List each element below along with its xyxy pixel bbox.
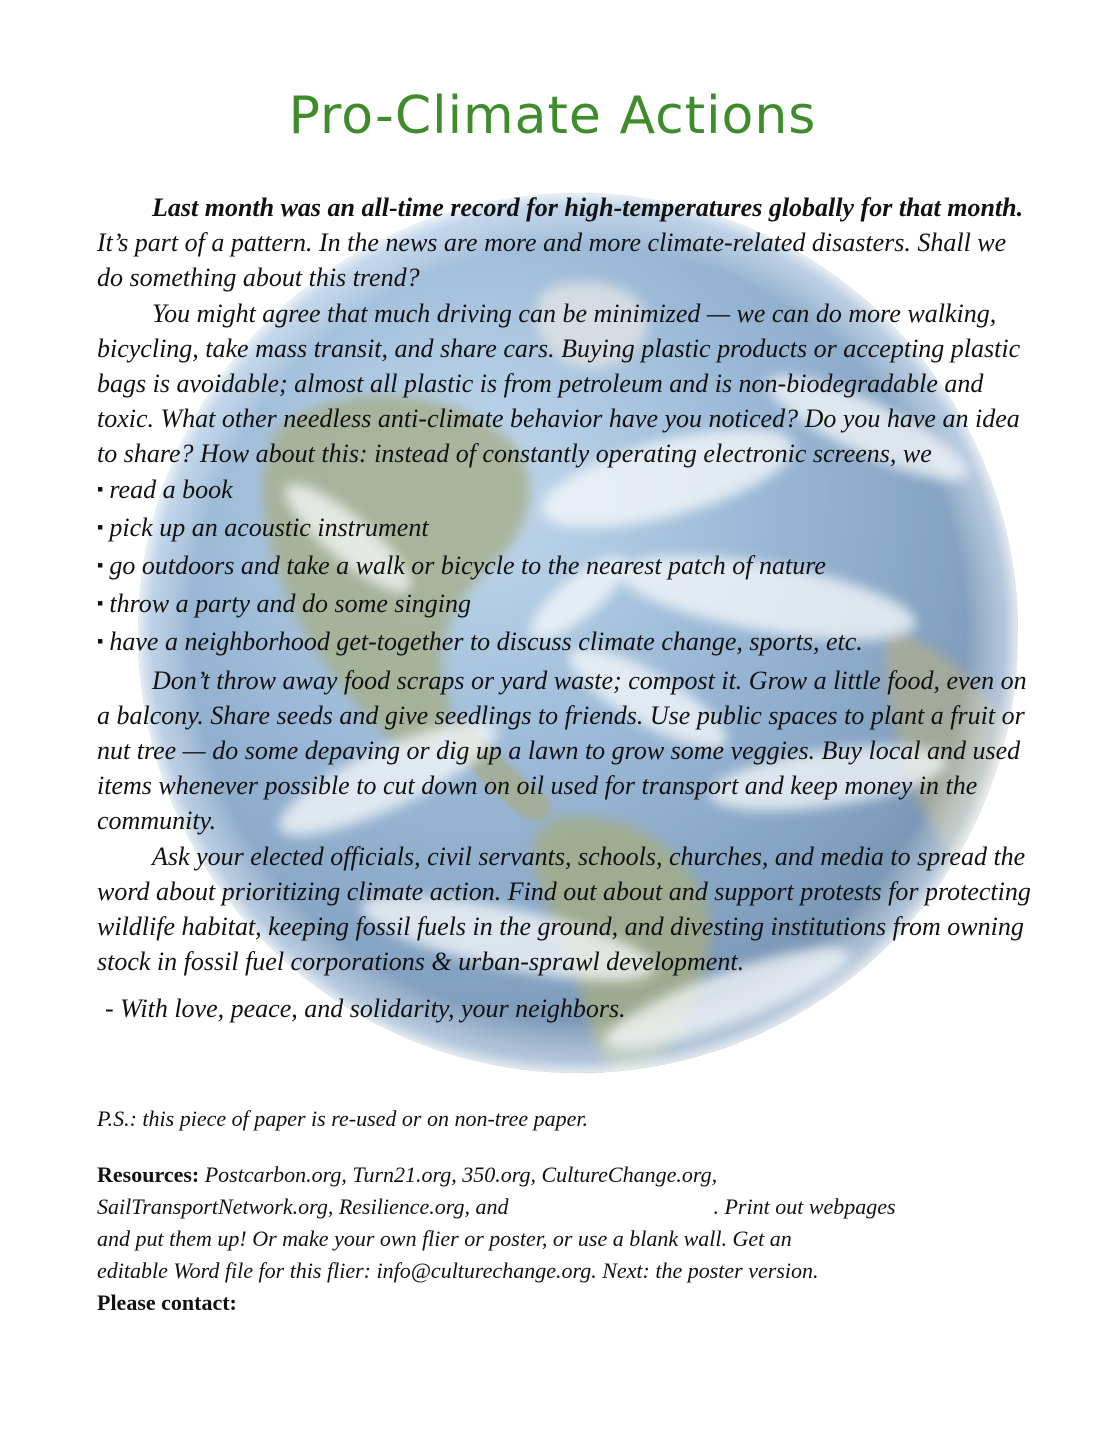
list-item: [97, 548, 1037, 586]
list-item-text: pick up an acoustic instrument: [109, 512, 429, 542]
resources-line-2: [97, 1191, 1037, 1223]
bullet-icon: ▪: [97, 555, 104, 576]
resources-line-1: [97, 1159, 1037, 1191]
contact-label: Please contact:: [97, 1290, 237, 1315]
intro-bold-lead: Last month was an all-time record for high-temperatures globally for that month.: [152, 193, 1024, 222]
list-item: [97, 624, 1037, 662]
intro-paragraph: [97, 190, 1037, 296]
list-item: [97, 586, 1037, 624]
list-item-text: read a book: [109, 474, 233, 504]
resources-label: Resources:: [97, 1162, 200, 1187]
page-title: Pro-Climate Actions: [288, 86, 817, 146]
resources-sites-1: Postcarbon.org, Turn21.org, 350.org, CultureChange.org,: [199, 1162, 718, 1187]
postscript: P.S.: this piece of paper is re-used or on non-tree paper.: [97, 1106, 589, 1131]
bullet-icon: ▪: [97, 631, 104, 652]
bullet-icon: ▪: [97, 478, 104, 499]
resources-sites-2: SailTransportNetwork.org, Resilience.org, and: [97, 1194, 509, 1219]
resources-line-3: and put them up! Or make your own flier or poster, or use a blank wall. Get an: [97, 1226, 792, 1251]
compost-paragraph: Don’t throw away food scraps or yard waste; compost it. Grow a little food, even on a balcony. Share seeds and give seedlings to friends. Use public spaces to plant a fruit or nut tree — do some depaving or dig up a lawn to grow some veggies. Buy local and used items whenever possible to cut down on oil used for transport and keep money in the community.: [97, 665, 1027, 836]
bullet-icon: ▪: [97, 516, 104, 537]
list-item-text: have a neighborhood get-together to discuss climate change, sports, etc.: [109, 627, 863, 657]
resources-block: [97, 1159, 1037, 1287]
signoff: - With love, peace, and solidarity, your neighbors.: [105, 994, 626, 1024]
intro-rest: It’s part of a pattern. In the news are more and more climate-related disasters. Shall we do something about this trend?: [97, 228, 1007, 293]
list-item-text: go outdoors and take a walk or bicycle to the nearest patch of nature: [109, 551, 826, 581]
main-body: [97, 190, 1037, 1027]
list-item: [97, 510, 1037, 548]
driving-plastic-paragraph: You might agree that much driving can be minimized — we can do more walking, bicycling, take mass transit, and share cars. Buying plastic products or accepting plastic bags is avoidable; almost all plastic is from petroleum and is non-biodegradable and toxic. What other needless anti-climate behavior have you noticed? Do you have an idea to share? How about this: instead of constantly operating electronic screens, we: [97, 298, 1021, 469]
resources-line-4: editable Word file for this flier: info@culturechange.org. Next: the poster version.: [97, 1258, 819, 1283]
bullet-icon: ▪: [97, 593, 104, 614]
officials-paragraph: Ask your elected officials, civil servants, schools, churches, and media to spread the word about prioritizing climate action. Find out about and support protests for protecting wildlife habitat, keeping fossil fuels in the ground, and divesting institutions from owning stock in fossil fuel corporations & urban-sprawl development.: [97, 841, 1031, 977]
resources-print-text: . Print out webpages: [713, 1194, 896, 1219]
list-item-text: throw a party and do some singing: [109, 589, 471, 619]
list-item: [97, 472, 1037, 510]
suggestion-list: [97, 472, 1037, 663]
